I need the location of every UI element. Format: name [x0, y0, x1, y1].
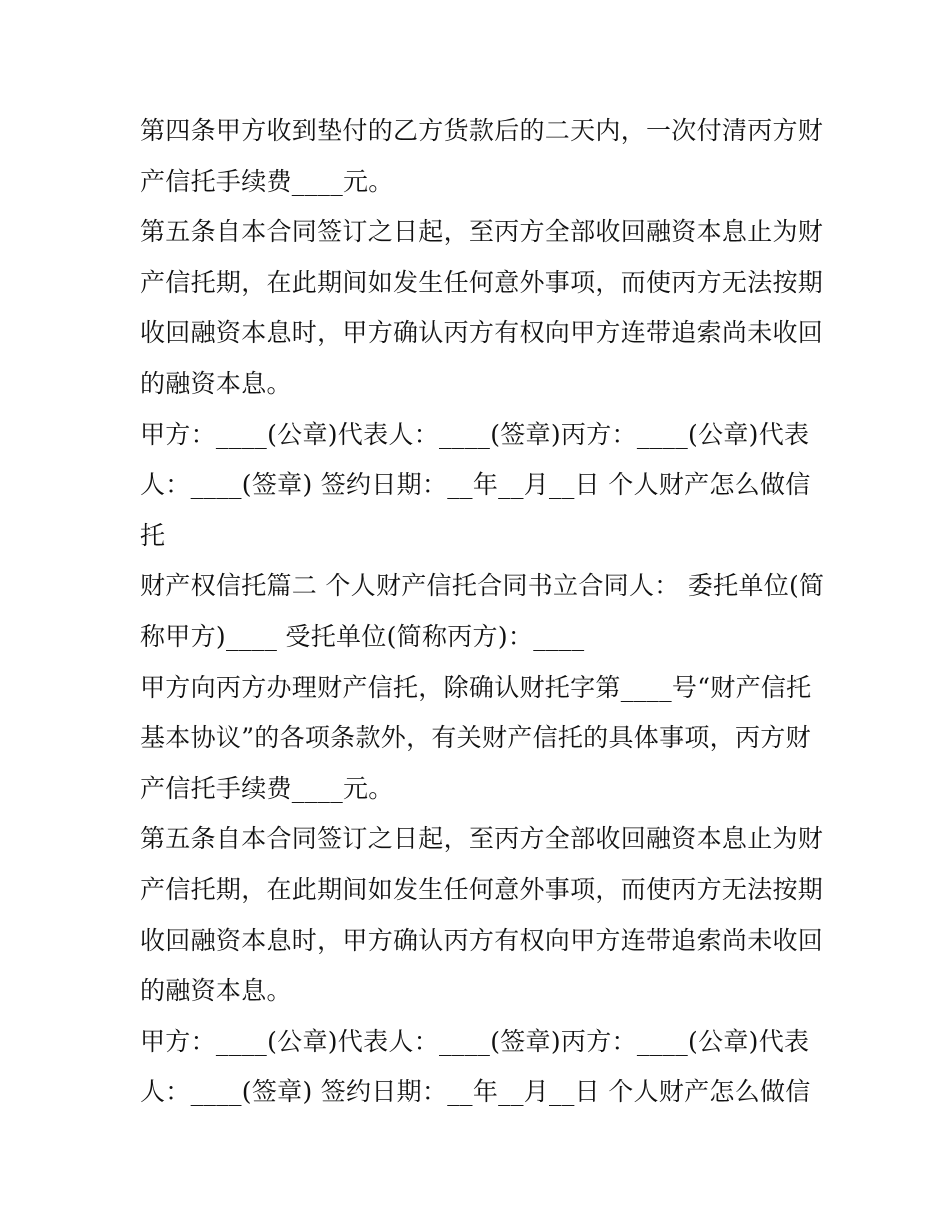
- text-line: 产信托期，在此期间如发生任何意外事项，而使丙方无法按期: [140, 267, 824, 297]
- text-line: 的融资本息。: [140, 976, 292, 1006]
- text-line: 人：____(签章) 签约日期：__年__月__日 个人财产怎么做信: [140, 470, 811, 500]
- text-line: 收回融资本息时，甲方确认丙方有权向甲方连带追索尚未收回: [140, 925, 824, 955]
- text-line: 甲方：____(公章)代表人：____(签章)丙方：____(公章)代表: [140, 419, 810, 449]
- text-line: 甲方：____(公章)代表人：____(签章)丙方：____(公章)代表: [140, 1026, 810, 1056]
- text-line: 产信托手续费____元。: [140, 773, 394, 803]
- text-line: 人：____(签章) 签约日期：__年__月__日 个人财产怎么做信: [140, 1077, 811, 1107]
- text-line: 第五条自本合同签订之日起，至丙方全部收回融资本息止为财: [140, 824, 824, 854]
- text-line: 财产权信托篇二 个人财产信托合同书立合同人： 委托单位(简: [140, 571, 825, 601]
- text-line: 产信托手续费____元。: [140, 166, 394, 196]
- document-body: [140, 106, 825, 1118]
- text-line: 的融资本息。: [140, 368, 292, 398]
- text-line: 托: [140, 520, 166, 550]
- text-line: 产信托期，在此期间如发生任何意外事项，而使丙方无法按期: [140, 874, 824, 904]
- text-line: 甲方向丙方办理财产信托，除确认财托字第____号“财产信托: [140, 672, 812, 702]
- text-line: 称甲方)____ 受托单位(简称丙方)：____: [140, 621, 585, 651]
- text-line: 第五条自本合同签订之日起，至丙方全部收回融资本息止为财: [140, 217, 824, 247]
- text-line: 第四条甲方收到垫付的乙方货款后的二天内，一次付清丙方财: [140, 116, 824, 145]
- text-line: 收回融资本息时，甲方确认丙方有权向甲方连带追索尚未收回: [140, 318, 824, 348]
- text-line: 基本协议”的各项条款外，有关财产信托的具体事项，丙方财: [140, 723, 811, 753]
